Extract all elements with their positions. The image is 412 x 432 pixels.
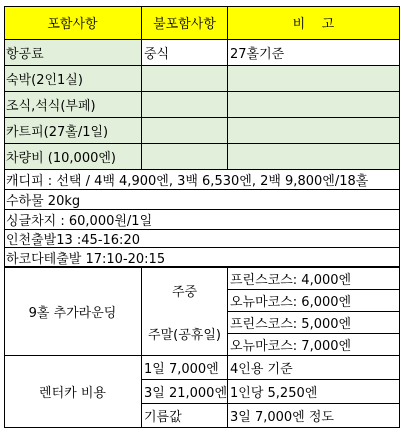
remarks-cell-empty	[228, 66, 400, 92]
rental-car-row-left: 1일 7,000엔	[142, 356, 228, 380]
rental-car-row-left: 3일 21,000엔	[142, 380, 228, 404]
info-row-single-charge: 싱글차지 : 60,000원/1일	[4, 210, 400, 230]
remarks-cell-empty	[228, 144, 400, 170]
info-text: 캐디피 : 선택 / 4백 4,900엔, 3백 6,530엔, 2백 9,800엔/18홀	[6, 174, 369, 189]
rental-car-row-right: 3일 7,000엔 정도	[228, 404, 400, 428]
info-row-baggage: 수하물 20kg	[4, 190, 400, 210]
excluded-cell-lunch: 중식	[142, 40, 228, 66]
extra-round-weekday-price-onuma: 오뉴마코스: 6,000엔	[228, 290, 400, 312]
extra-round-weekend: 주말(공휴일)	[142, 312, 228, 356]
extra-round-weekend-price-prince: 프린스코스: 5,000엔	[228, 312, 400, 334]
included-cell-cart-fee: 카트피(27홀/1일)	[4, 118, 142, 144]
header-included: 포함사항	[4, 6, 142, 40]
included-cell-lodging: 숙박(2인1실)	[4, 66, 142, 92]
rental-car-label: 렌터카 비용	[4, 356, 142, 428]
rental-car-row-left: 기름값	[142, 404, 228, 428]
info-row-caddie-fee	[4, 170, 400, 190]
remarks-cell-empty	[228, 118, 400, 144]
extra-round-weekday-price-prince: 프린스코스: 4,000엔	[228, 268, 400, 290]
extra-round-weekend-price-onuma: 오뉴마코스: 7,000엔	[228, 334, 400, 356]
remarks-cell-empty	[228, 92, 400, 118]
included-cell-vehicle: 차량비 (10,000엔)	[4, 144, 142, 170]
excluded-cell-empty	[142, 144, 228, 170]
excluded-cell-empty	[142, 92, 228, 118]
extra-round-weekday: 주중	[142, 268, 228, 312]
extra-round-label: 9홀 추가라운딩	[4, 268, 142, 356]
header-excluded: 불포함사항	[142, 6, 228, 40]
rental-car-row-right: 4인용 기준	[228, 356, 400, 380]
header-remarks: 비 고	[228, 6, 400, 40]
included-cell-airfare: 항공료	[4, 40, 142, 66]
rental-car-row-right: 1인당 5,250엔	[228, 380, 400, 404]
remarks-cell-27holes: 27홀기준	[228, 40, 400, 66]
excluded-cell-empty	[142, 118, 228, 144]
excluded-cell-empty	[142, 66, 228, 92]
included-cell-meals: 조식,석식(부페)	[4, 92, 142, 118]
info-row-incheon-departure: 인천출발13 :45-16:20	[4, 230, 400, 248]
info-row-hakodate-departure: 하코다테출발 17:10-20:15	[4, 248, 400, 268]
